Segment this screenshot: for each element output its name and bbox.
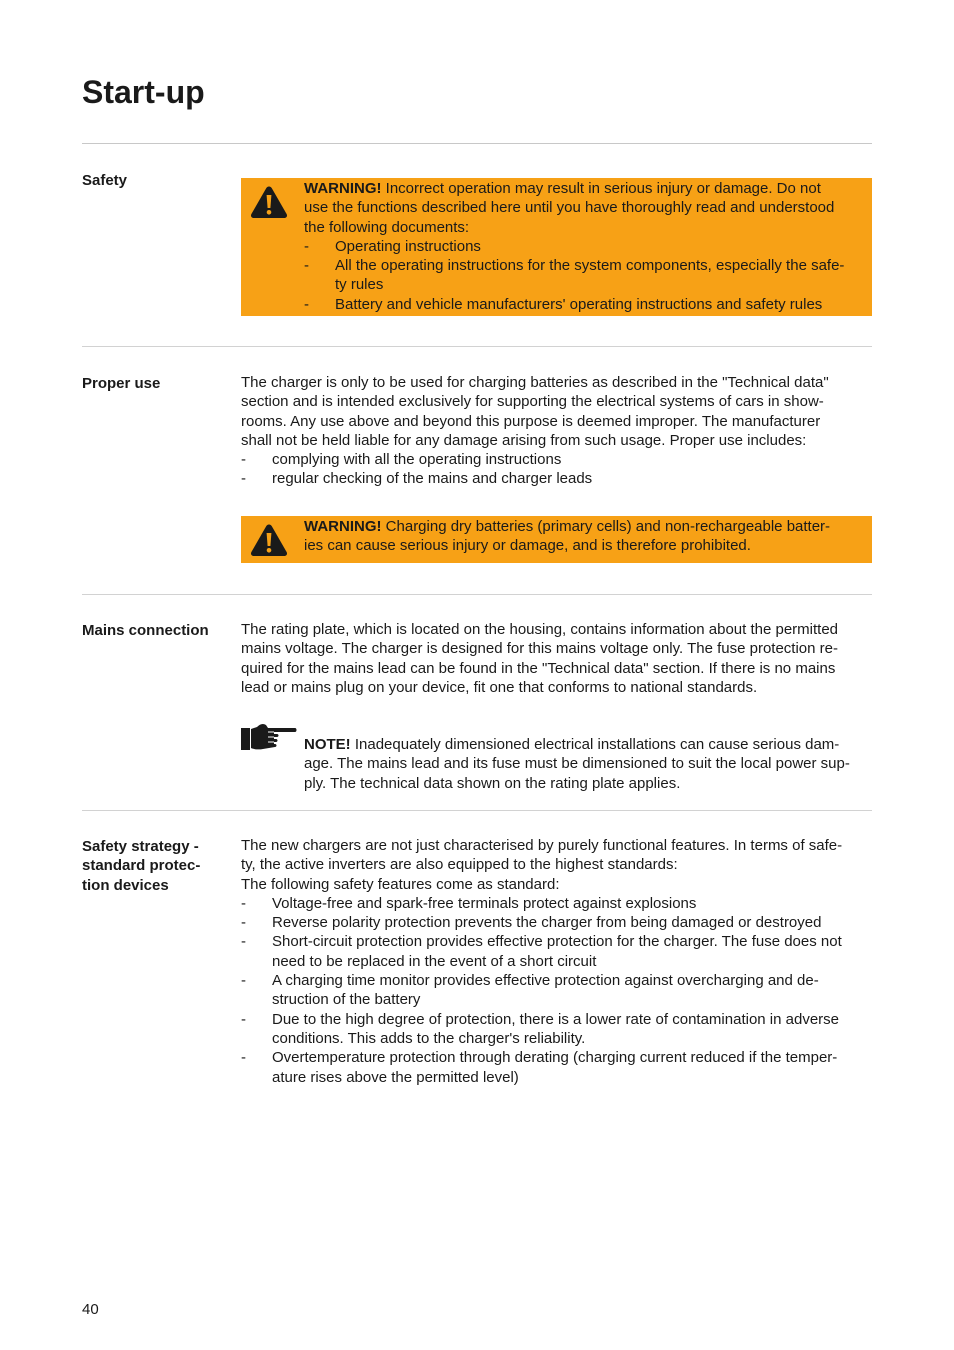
section-label-mains-connection: Mains connection xyxy=(82,622,209,639)
note-text: NOTE! Inadequately dimensioned electrical installations can cause serious dam- age. The mains lead and its fuse must be dimensioned to suit the local power sup- ply. The technical data shown on the rating plate applies. xyxy=(304,736,850,792)
list-item: - complying with all the operating instructions xyxy=(241,450,873,469)
list-item: - Reverse polarity protection prevents the charger from being damaged or destroyed xyxy=(241,913,873,932)
list-item: - A charging time monitor provides effective protection against overcharging and de- struction of the battery xyxy=(241,971,873,1010)
paragraph: The rating plate, which is located on the housing, contains information about the permitted mains voltage. The charger is designed for this mains voltage only. The fuse protection re- quired for the mains lead can be found in the "Technical data" section. If there is no mains lead or mains plug on your device, fit one that conforms to national standards. xyxy=(241,621,839,696)
divider xyxy=(82,810,872,811)
note-block-mains xyxy=(241,720,873,792)
warning-line: the following documents: xyxy=(304,218,470,236)
divider xyxy=(82,594,872,595)
divider xyxy=(82,143,872,144)
mains-connection-body xyxy=(241,620,873,697)
list-item: - regular checking of the mains and charger leads xyxy=(241,469,873,488)
warning-box-proper-use xyxy=(241,516,872,563)
warning-text-safety xyxy=(304,179,870,237)
safety-features-list xyxy=(241,894,873,1087)
list-item: - Due to the high degree of protection, there is a lower rate of contamination in adverse conditions. This adds to the charger's reliability. xyxy=(241,1010,873,1049)
warning-box-safety xyxy=(241,178,872,316)
proper-use-list xyxy=(241,450,873,489)
paragraph: The new chargers are not just characterised by purely functional features. In terms of safe- ty, the active inverters are also equipped to the highest standards: The following safety features come as standard: xyxy=(241,837,843,893)
pointing-hand-icon xyxy=(241,722,297,752)
warning-title: WARNING! xyxy=(304,518,382,535)
safety-strategy-body xyxy=(241,836,873,1087)
proper-use-body xyxy=(241,373,873,489)
warning-list-safety xyxy=(304,237,870,314)
divider xyxy=(82,346,872,347)
warning-text-proper-use: WARNING! Charging dry batteries (primary cells) and non-rechargeable batter- ies can cause serious injury or damage, and is therefore prohibited. xyxy=(304,518,831,555)
list-item: - Operating instructions xyxy=(304,237,870,256)
list-item: - Short-circuit protection provides effective protection for the charger. The fuse does not need to be replaced in the event of a short circuit xyxy=(241,932,873,971)
list-item: - All the operating instructions for the system components, especially the safe- ty rules xyxy=(304,256,870,295)
warning-title: WARNING! xyxy=(304,180,382,197)
warning-triangle-icon xyxy=(250,523,288,557)
section-label-safety: Safety xyxy=(82,172,128,189)
page-number: 40 xyxy=(82,1301,99,1318)
list-item: - Battery and vehicle manufacturers' operating instructions and safety rules xyxy=(304,295,870,314)
warning-line: use the functions described here until you have thoroughly read and understood xyxy=(304,199,835,217)
paragraph: The charger is only to be used for charging batteries as described in the "Technical data" section and is intended exclusively for supporting the electrical systems of cars in show- rooms. Any use above and beyond this purpose is deemed improper. The manufacturer shall not be held liable for any damage arising from such usage. Proper use includes: xyxy=(241,374,829,449)
list-item: - Overtemperature protection through derating (charging current reduced if the temper- ature rises above the permitted level) xyxy=(241,1048,873,1087)
warning-triangle-icon xyxy=(250,185,288,219)
list-item: - Voltage-free and spark-free terminals protect against explosions xyxy=(241,894,873,913)
section-label-safety-strategy: Safety strategy - standard protec- tion devices xyxy=(82,838,201,894)
note-title: NOTE! xyxy=(304,736,351,753)
page-title: Start-up xyxy=(82,74,205,110)
warning-line: Incorrect operation may result in serious injury or damage. Do not xyxy=(385,180,821,197)
section-label-proper-use: Proper use xyxy=(82,375,161,392)
